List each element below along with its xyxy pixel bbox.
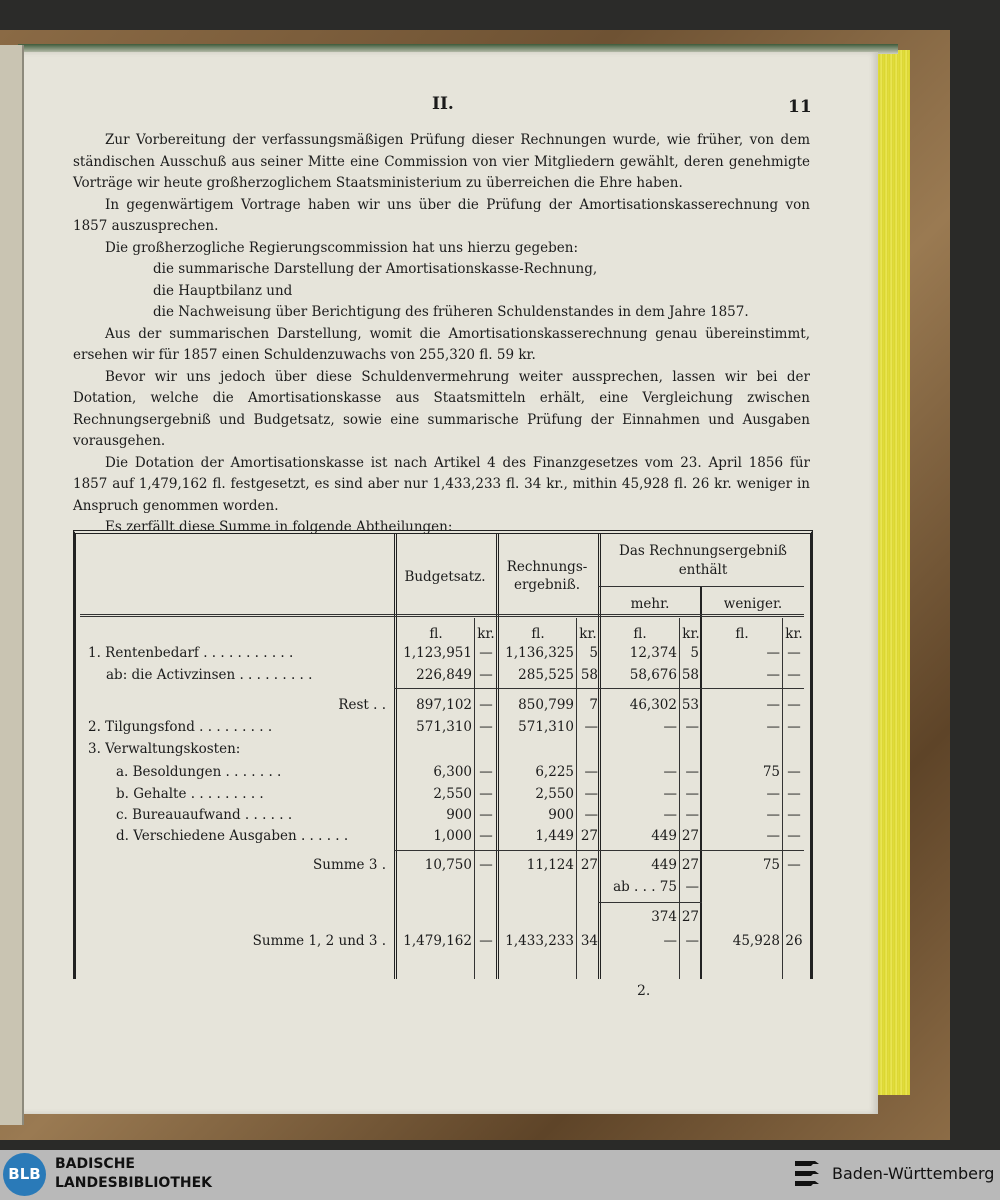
table-cell: — bbox=[685, 933, 699, 949]
table-cell: 27 bbox=[681, 828, 699, 844]
table-cell: 571,310 bbox=[416, 719, 472, 735]
table-cell: 27 bbox=[580, 828, 598, 844]
paragraph: Zur Vorbereitung der verfassungsmäßigen Prüfung dieser Rechnungen wurde, wie früher, von dem ständischen Ausschuß aus seiner Mitte eine Commission von vier Mitgliedern gewählt, deren genehmigte Vorträge wir heute großherzoglichem Staatsministerium zu überreichen die Ehre haben. bbox=[73, 132, 810, 191]
table-cell: — bbox=[479, 719, 493, 735]
state-name[interactable]: Baden-Württemberg bbox=[832, 1164, 995, 1183]
column-rule bbox=[576, 618, 577, 979]
table-cell: — bbox=[766, 807, 780, 823]
table-cell: 46,302 bbox=[629, 697, 677, 713]
table-cell: 27 bbox=[580, 857, 598, 873]
table-cell: — bbox=[787, 807, 801, 823]
row-label: ab: die Activzinsen . . . . . . . . . bbox=[106, 667, 313, 683]
table-cell: 1,123,951 bbox=[403, 645, 472, 661]
table-cell: 34 bbox=[580, 933, 598, 949]
table-cell: 58 bbox=[681, 667, 699, 683]
table-cell: — bbox=[479, 828, 493, 844]
unit-fl: fl. bbox=[735, 626, 749, 642]
table-cell: 75 bbox=[762, 857, 780, 873]
table-cell: — bbox=[787, 764, 801, 780]
paragraph: Es zerfällt diese Summe in folgende Abtheilungen: bbox=[105, 519, 453, 535]
table-cell: — bbox=[663, 764, 677, 780]
row-label: b. Gehalte . . . . . . . . . bbox=[116, 786, 264, 802]
table-cell: 1,449 bbox=[535, 828, 574, 844]
table-cell: — bbox=[766, 667, 780, 683]
table-cell: — bbox=[787, 719, 801, 735]
table-cell: 2,550 bbox=[433, 786, 472, 802]
list-item: die Nachweisung über Berichtigung des früheren Schuldenstandes in dem Jahre 1857. bbox=[153, 304, 749, 320]
row-label: Summe 1, 2 und 3 . bbox=[252, 933, 386, 949]
table-cell: 7 bbox=[589, 697, 598, 713]
table-cell: 75 bbox=[762, 764, 780, 780]
paragraph: Die Dotation der Amortisationskasse ist nach Artikel 4 des Finanzgesetzes vom 23. April 1856 für 1857 auf 1,479,162 fl. festgesetzt, es sind aber nur 1,433,233 fl. 34 kr., mithin 45,928 fl. 26 kr. weniger in Anspruch genommen worden. bbox=[73, 454, 810, 514]
table-cell: — bbox=[787, 697, 801, 713]
table-cell: — bbox=[787, 645, 801, 661]
table-cell: — bbox=[479, 933, 493, 949]
table-cell: 58,676 bbox=[629, 667, 677, 683]
unit-kr: kr. bbox=[477, 626, 495, 642]
table-cell: — bbox=[766, 645, 780, 661]
table-cell: 1,000 bbox=[433, 828, 472, 844]
body-text bbox=[73, 130, 810, 539]
page-number: 11 bbox=[788, 97, 812, 117]
column-rule bbox=[474, 618, 475, 979]
table-cell: 374 bbox=[651, 909, 677, 925]
row-label: Rest . . bbox=[338, 697, 386, 713]
table-cell: — bbox=[479, 667, 493, 683]
row-rule bbox=[394, 850, 804, 851]
table-cell: 449 bbox=[651, 828, 677, 844]
table-cell: 850,799 bbox=[518, 697, 574, 713]
book-gutter bbox=[0, 45, 24, 1125]
table-cell: 58 bbox=[580, 667, 598, 683]
unit-fl: fl. bbox=[429, 626, 443, 642]
row-label: a. Besoldungen . . . . . . . bbox=[116, 764, 282, 780]
table-cell: — bbox=[685, 719, 699, 735]
table-cell: 1,433,233 bbox=[505, 933, 574, 949]
table-cell: 26 bbox=[785, 933, 803, 949]
table-cell: 27 bbox=[681, 909, 699, 925]
library-name-line: LANDESBIBLIOTHEK bbox=[55, 1175, 213, 1191]
table-cell: — bbox=[787, 786, 801, 802]
table-cell: — bbox=[663, 719, 677, 735]
unit-fl: fl. bbox=[633, 626, 647, 642]
row-label: d. Verschiedene Ausgaben . . . . . . bbox=[116, 828, 349, 844]
table-cell: 6,225 bbox=[535, 764, 574, 780]
document-list bbox=[73, 259, 810, 324]
table-cell: — bbox=[766, 697, 780, 713]
table-cell: — bbox=[584, 807, 598, 823]
column-rule bbox=[394, 534, 397, 979]
blb-logo[interactable]: BLB bbox=[3, 1153, 46, 1196]
table-cell: 285,525 bbox=[518, 667, 574, 683]
table-cell: — bbox=[787, 857, 801, 873]
unit-kr: kr. bbox=[682, 626, 700, 642]
table-cell: — bbox=[663, 807, 677, 823]
table-cell: — bbox=[766, 719, 780, 735]
table-cell: 45,928 bbox=[732, 933, 780, 949]
row-rule bbox=[80, 614, 804, 617]
row-label: c. Bureauaufwand . . . . . . bbox=[116, 807, 293, 823]
table-cell: — bbox=[584, 764, 598, 780]
row-label: 3. Verwaltungskosten: bbox=[88, 741, 241, 757]
table-cell: — bbox=[787, 828, 801, 844]
library-name[interactable] bbox=[55, 1155, 212, 1193]
table-cell: — bbox=[584, 786, 598, 802]
unit-kr: kr. bbox=[785, 626, 803, 642]
row-label: Summe 3 . bbox=[313, 857, 386, 873]
table-cell: — bbox=[479, 857, 493, 873]
table-cell: — bbox=[663, 786, 677, 802]
header-budget: Budgetsatz. bbox=[404, 569, 486, 585]
unit-fl: fl. bbox=[531, 626, 545, 642]
row-rule bbox=[598, 586, 804, 587]
paragraph: Aus der summarischen Darstellung, womit die Amortisationskasserechnung genau übereinstimmt, ersehen wir für 1857 einen Schuldenzuwachs von 255,320 fl. 59 kr. bbox=[73, 325, 810, 363]
header-more: mehr. bbox=[630, 596, 670, 612]
paragraph: Bevor wir uns jedoch über diese Schuldenvermehrung weiter aussprechen, lassen wir bei der Dotation, welche die Amortisationskasse aus Staatsmitteln erhält, eine Vergleichung zwischen Rechnungsergebniß und Budgetsatz, sowie eine summarische Prüfung der Einnahmen und Ausgaben vorausgehen. bbox=[73, 368, 810, 449]
table-cell: 2,550 bbox=[535, 786, 574, 802]
table-cell: 1,136,325 bbox=[505, 645, 574, 661]
column-rule bbox=[782, 618, 783, 979]
table-cell: — bbox=[685, 879, 699, 895]
table-cell: — bbox=[584, 719, 598, 735]
table-cell: — bbox=[685, 786, 699, 802]
table-cell: — bbox=[479, 764, 493, 780]
state-lions-icon bbox=[792, 1157, 822, 1191]
list-item: die summarische Darstellung der Amortisationskasse-Rechnung, bbox=[153, 261, 598, 277]
table-cell: 10,750 bbox=[424, 857, 472, 873]
table-cell: 5 bbox=[589, 645, 598, 661]
unit-kr: kr. bbox=[579, 626, 597, 642]
table-cell: ab . . . 75 bbox=[613, 879, 677, 895]
row-label: 1. Rentenbedarf . . . . . . . . . . . bbox=[88, 645, 294, 661]
header-contains: Das Rechnungsergebniß enthält bbox=[619, 543, 787, 578]
table-cell: — bbox=[766, 786, 780, 802]
table-cell: — bbox=[479, 807, 493, 823]
table-cell: — bbox=[479, 786, 493, 802]
table-cell: 226,849 bbox=[416, 667, 472, 683]
table-cell: 6,300 bbox=[433, 764, 472, 780]
table-cell: 571,310 bbox=[518, 719, 574, 735]
paragraph: In gegenwärtigem Vortrage haben wir uns über die Prüfung der Amortisationskasserechnung von 1857 auszusprechen. bbox=[73, 196, 810, 234]
column-rule bbox=[679, 618, 680, 979]
table-cell: 897,102 bbox=[416, 697, 472, 713]
table-cell: 1,479,162 bbox=[403, 933, 472, 949]
chapter-heading: II. bbox=[432, 94, 454, 114]
table-cell: — bbox=[663, 933, 677, 949]
header-less: weniger. bbox=[723, 596, 783, 612]
row-label: 2. Tilgungsfond . . . . . . . . . bbox=[88, 719, 273, 735]
row-rule bbox=[394, 688, 804, 689]
table-cell: 11,124 bbox=[526, 857, 574, 873]
table-cell: — bbox=[787, 667, 801, 683]
table-cell: — bbox=[766, 828, 780, 844]
table-cell: 900 bbox=[446, 807, 472, 823]
table-cell: 53 bbox=[681, 697, 699, 713]
table-cell: — bbox=[685, 807, 699, 823]
library-name-line: BADISCHE bbox=[55, 1156, 135, 1172]
table-cell: — bbox=[479, 697, 493, 713]
column-rule bbox=[496, 534, 499, 979]
table-cell: — bbox=[479, 645, 493, 661]
accounts-table bbox=[73, 530, 813, 979]
list-item: die Hauptbilanz und bbox=[153, 282, 293, 299]
table-cell: 449 bbox=[651, 857, 677, 873]
signature-mark: 2. bbox=[637, 983, 651, 999]
header-result: Rechnungs-ergebniß. bbox=[506, 559, 588, 593]
table-cell: 27 bbox=[681, 857, 699, 873]
table-cell: — bbox=[685, 764, 699, 780]
table-cell: 5 bbox=[690, 645, 699, 661]
paragraph: Die großherzogliche Regierungscommission hat uns hierzu gegeben: bbox=[105, 239, 579, 256]
row-rule bbox=[598, 902, 702, 903]
table-cell: 900 bbox=[548, 807, 574, 823]
table-cell: 12,374 bbox=[629, 645, 677, 661]
